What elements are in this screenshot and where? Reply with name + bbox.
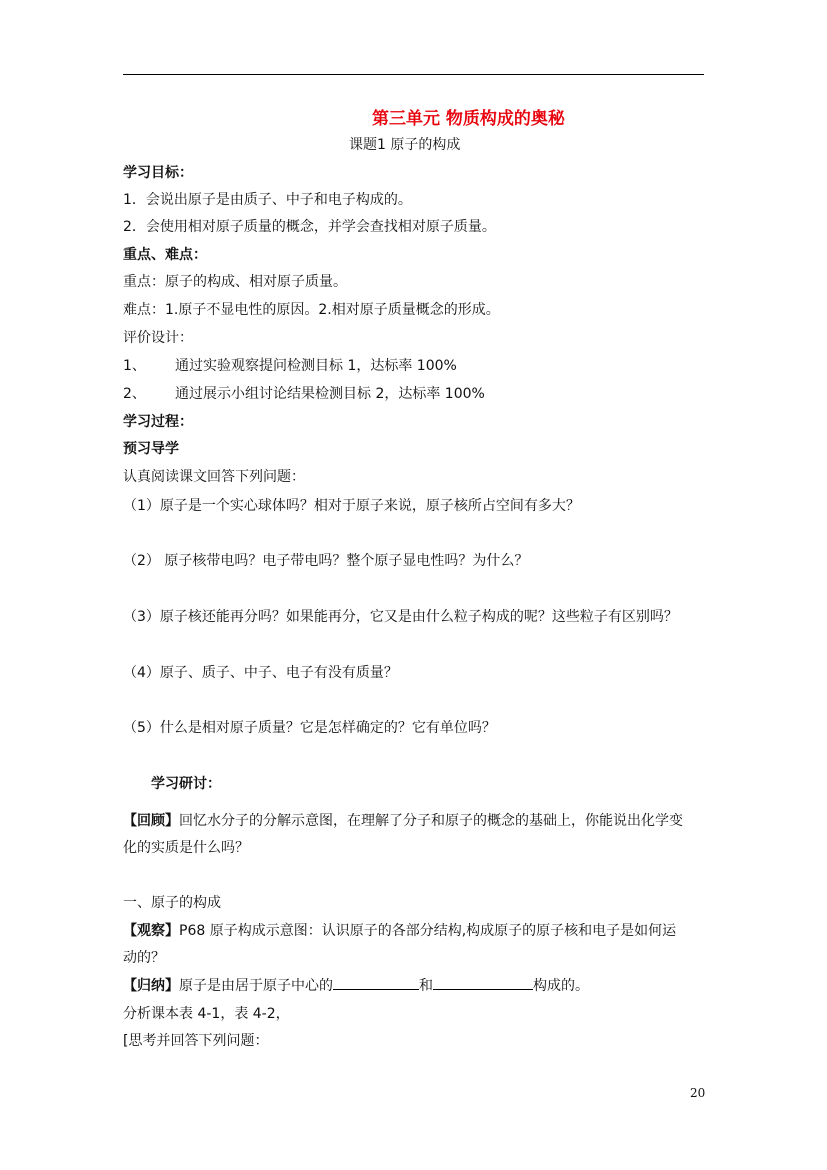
evaluation-num: 2、	[123, 386, 146, 402]
page-title: 第三单元 物质构成的奥秘	[372, 109, 565, 129]
question-item: （4）原子、质子、中子、电子有没有质量？	[123, 665, 398, 681]
instruction: 认真阅读课文回答下列问题：	[123, 469, 305, 485]
summary-line	[123, 976, 589, 996]
review-line	[123, 811, 683, 831]
evaluation-item	[123, 356, 457, 376]
review-tag: 【回顾】	[123, 813, 179, 829]
study-heading: 学习研讨：	[151, 776, 221, 792]
answer-blank[interactable]	[333, 988, 419, 990]
summary-text-b: 和	[419, 978, 433, 994]
goals-heading: 学习目标：	[123, 165, 193, 181]
goal-item: 1．会说出原子是由质子、中子和电子构成的。	[123, 192, 412, 208]
evaluation-text: 通过实验观察提问检测目标 1，达标率 100%	[175, 358, 457, 374]
review-line-2: 化的实质是什么吗？	[123, 840, 249, 856]
difficult-point: 难点：1.原子不显电性的原因。2.相对原子质量概念的形成。	[123, 302, 500, 318]
header-rule	[123, 74, 704, 75]
key-point: 重点：原子的构成、相对原子质量。	[123, 274, 347, 290]
answer-blank[interactable]	[433, 988, 533, 990]
evaluation-text: 通过展示小组讨论结果检测目标 2，达标率 100%	[175, 386, 485, 402]
process-heading: 学习过程：	[123, 414, 193, 430]
page-number: 20	[690, 1086, 706, 1100]
question-item: （2） 原子核带电吗？电子带电吗？整个原子显电性吗？为什么？	[123, 553, 529, 569]
keys-heading: 重点、难点：	[123, 247, 207, 263]
question-item: （1）原子是一个实心球体吗？相对于原子来说，原子核所占空间有多大？	[123, 498, 580, 514]
section-heading: 一、原子的构成	[123, 895, 221, 911]
preview-heading: 预习导学	[123, 441, 179, 457]
observe-text: P68 原子构成示意图：认识原子的各部分结构,构成原子的原子核和电子是如何运	[179, 923, 677, 939]
review-text: 回忆水分子的分解示意图，在理解了分子和原子的概念的基础上，你能说出化学变	[179, 813, 683, 829]
lesson-subtitle: 课题1 原子的构成	[349, 137, 461, 153]
summary-text-a: 原子是由居于原子中心的	[179, 978, 333, 994]
question-item: （3）原子核还能再分吗？如果能再分，它又是由什么粒子构成的呢？这些粒子有区别吗？	[123, 609, 678, 625]
evaluation-num: 1、	[123, 358, 146, 374]
think-line: [思考并回答下列问题：	[123, 1033, 269, 1049]
observe-line	[123, 921, 676, 941]
observe-tag: 【观察】	[123, 923, 179, 939]
goal-item: 2．会使用相对原子质量的概念，并学会查找相对原子质量。	[123, 219, 496, 235]
summary-tag: 【归纳】	[123, 978, 179, 994]
summary-text-c: 构成的。	[533, 978, 589, 994]
evaluation-heading: 评价设计：	[123, 330, 193, 346]
observe-line-2: 动的？	[123, 950, 165, 966]
evaluation-item	[123, 384, 485, 404]
question-item: （5）什么是相对原子质量？它是怎样确定的？它有单位吗？	[123, 720, 496, 736]
analyze-line: 分析课本表 4-1，表 4-2，	[123, 1006, 290, 1022]
